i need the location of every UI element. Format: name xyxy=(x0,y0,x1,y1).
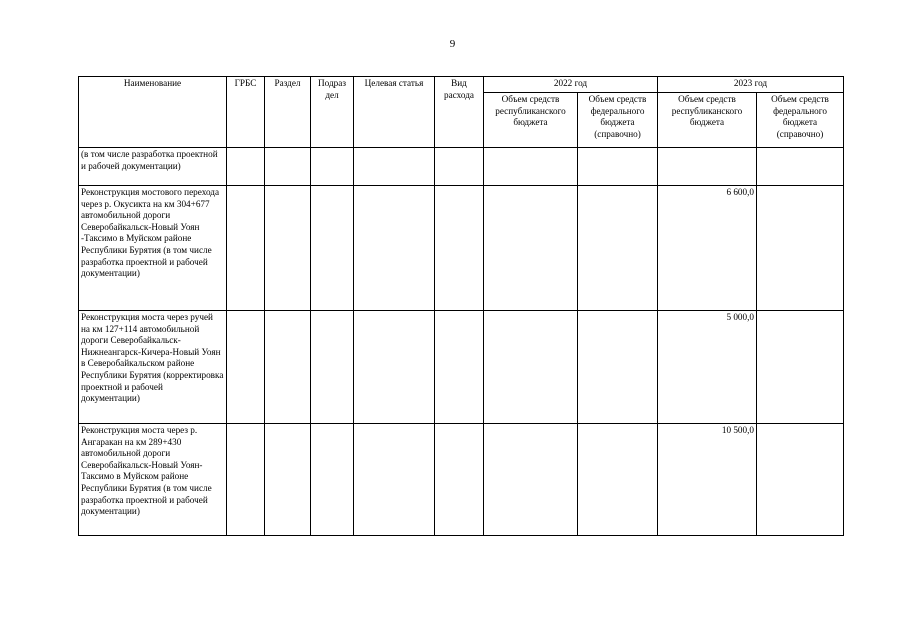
cell-razdel xyxy=(265,186,311,311)
cell-target-article xyxy=(354,424,435,536)
cell-podrazdel xyxy=(311,186,354,311)
cell-podrazdel xyxy=(311,424,354,536)
col-header-podrazdel: Подраз дел xyxy=(311,77,354,148)
col-header-target-article: Целевая статья xyxy=(354,77,435,148)
cell-2022-republican xyxy=(484,186,578,311)
cell-target-article xyxy=(354,311,435,424)
row-name: Реконструкция моста через р. Ангаракан на км 289+430 автомобильной дороги Северобайкальск-Новый Уоян-Таксимо в Муйском районе Республики Бурятия (в том числе разработка проектной и рабочей документации) xyxy=(79,424,227,536)
col-header-name: Наименование xyxy=(79,77,227,148)
cell-2023-republican: 5 000,0 xyxy=(658,311,757,424)
page-number: 9 xyxy=(449,38,456,50)
cell-grbs xyxy=(227,186,265,311)
col-header-grbs: ГРБС xyxy=(227,77,265,148)
cell-2022-republican xyxy=(484,424,578,536)
cell-2023-federal xyxy=(757,424,844,536)
cell-2022-federal xyxy=(578,148,658,186)
col-header-2022-federal: Объем средств федерального бюджета (справочно) xyxy=(578,93,658,148)
cell-2022-federal xyxy=(578,311,658,424)
cell-2022-federal xyxy=(578,424,658,536)
col-header-year-2023: 2023 год xyxy=(658,77,844,93)
cell-2023-federal xyxy=(757,148,844,186)
cell-grbs xyxy=(227,148,265,186)
col-header-2023-republican: Объем средств республиканского бюджета xyxy=(658,93,757,148)
table-row xyxy=(79,424,844,536)
cell-2022-republican xyxy=(484,311,578,424)
cell-razdel xyxy=(265,424,311,536)
cell-2023-republican xyxy=(658,148,757,186)
budget-table xyxy=(78,76,844,536)
cell-target-article xyxy=(354,148,435,186)
cell-2023-republican: 10 500,0 xyxy=(658,424,757,536)
col-header-year-2022: 2022 год xyxy=(484,77,658,93)
cell-razdel xyxy=(265,311,311,424)
col-header-2023-federal: Объем средств федерального бюджета (справочно) xyxy=(757,93,844,148)
cell-2023-federal xyxy=(757,311,844,424)
col-header-razdel: Раздел xyxy=(265,77,311,148)
table-row xyxy=(79,186,844,311)
cell-2023-federal xyxy=(757,186,844,311)
cell-2022-republican xyxy=(484,148,578,186)
cell-razdel xyxy=(265,148,311,186)
row-name: Реконструкция моста через ручей на км 127+114 автомобильной дороги Северобайкальск-Нижнеангарск-Кичера-Новый Уоян в Северобайкальском районе Республики Бурятия (корректировка проектной и рабочей документации) xyxy=(79,311,227,424)
row-name: (в том числе разработка проектной и рабочей документации) xyxy=(79,148,227,186)
cell-podrazdel xyxy=(311,148,354,186)
table-row xyxy=(79,148,844,186)
cell-expense-type xyxy=(435,186,484,311)
cell-podrazdel xyxy=(311,311,354,424)
cell-expense-type xyxy=(435,148,484,186)
cell-2022-federal xyxy=(578,186,658,311)
col-header-expense-type: Вид расхода xyxy=(435,77,484,148)
table-row xyxy=(79,311,844,424)
cell-target-article xyxy=(354,186,435,311)
cell-grbs xyxy=(227,424,265,536)
row-name: Реконструкция мостового перехода через р. Окусикта на км 304+677 автомобильной дороги Северобайкальск-Новый Уоян -Таксимо в Муйском районе Республики Бурятия (в том числе разработка проектной и рабочей документации) xyxy=(79,186,227,311)
cell-2023-republican: 6 600,0 xyxy=(658,186,757,311)
cell-expense-type xyxy=(435,311,484,424)
header-row-1 xyxy=(79,77,844,93)
col-header-2022-republican: Объем средств республиканского бюджета xyxy=(484,93,578,148)
cell-expense-type xyxy=(435,424,484,536)
cell-grbs xyxy=(227,311,265,424)
